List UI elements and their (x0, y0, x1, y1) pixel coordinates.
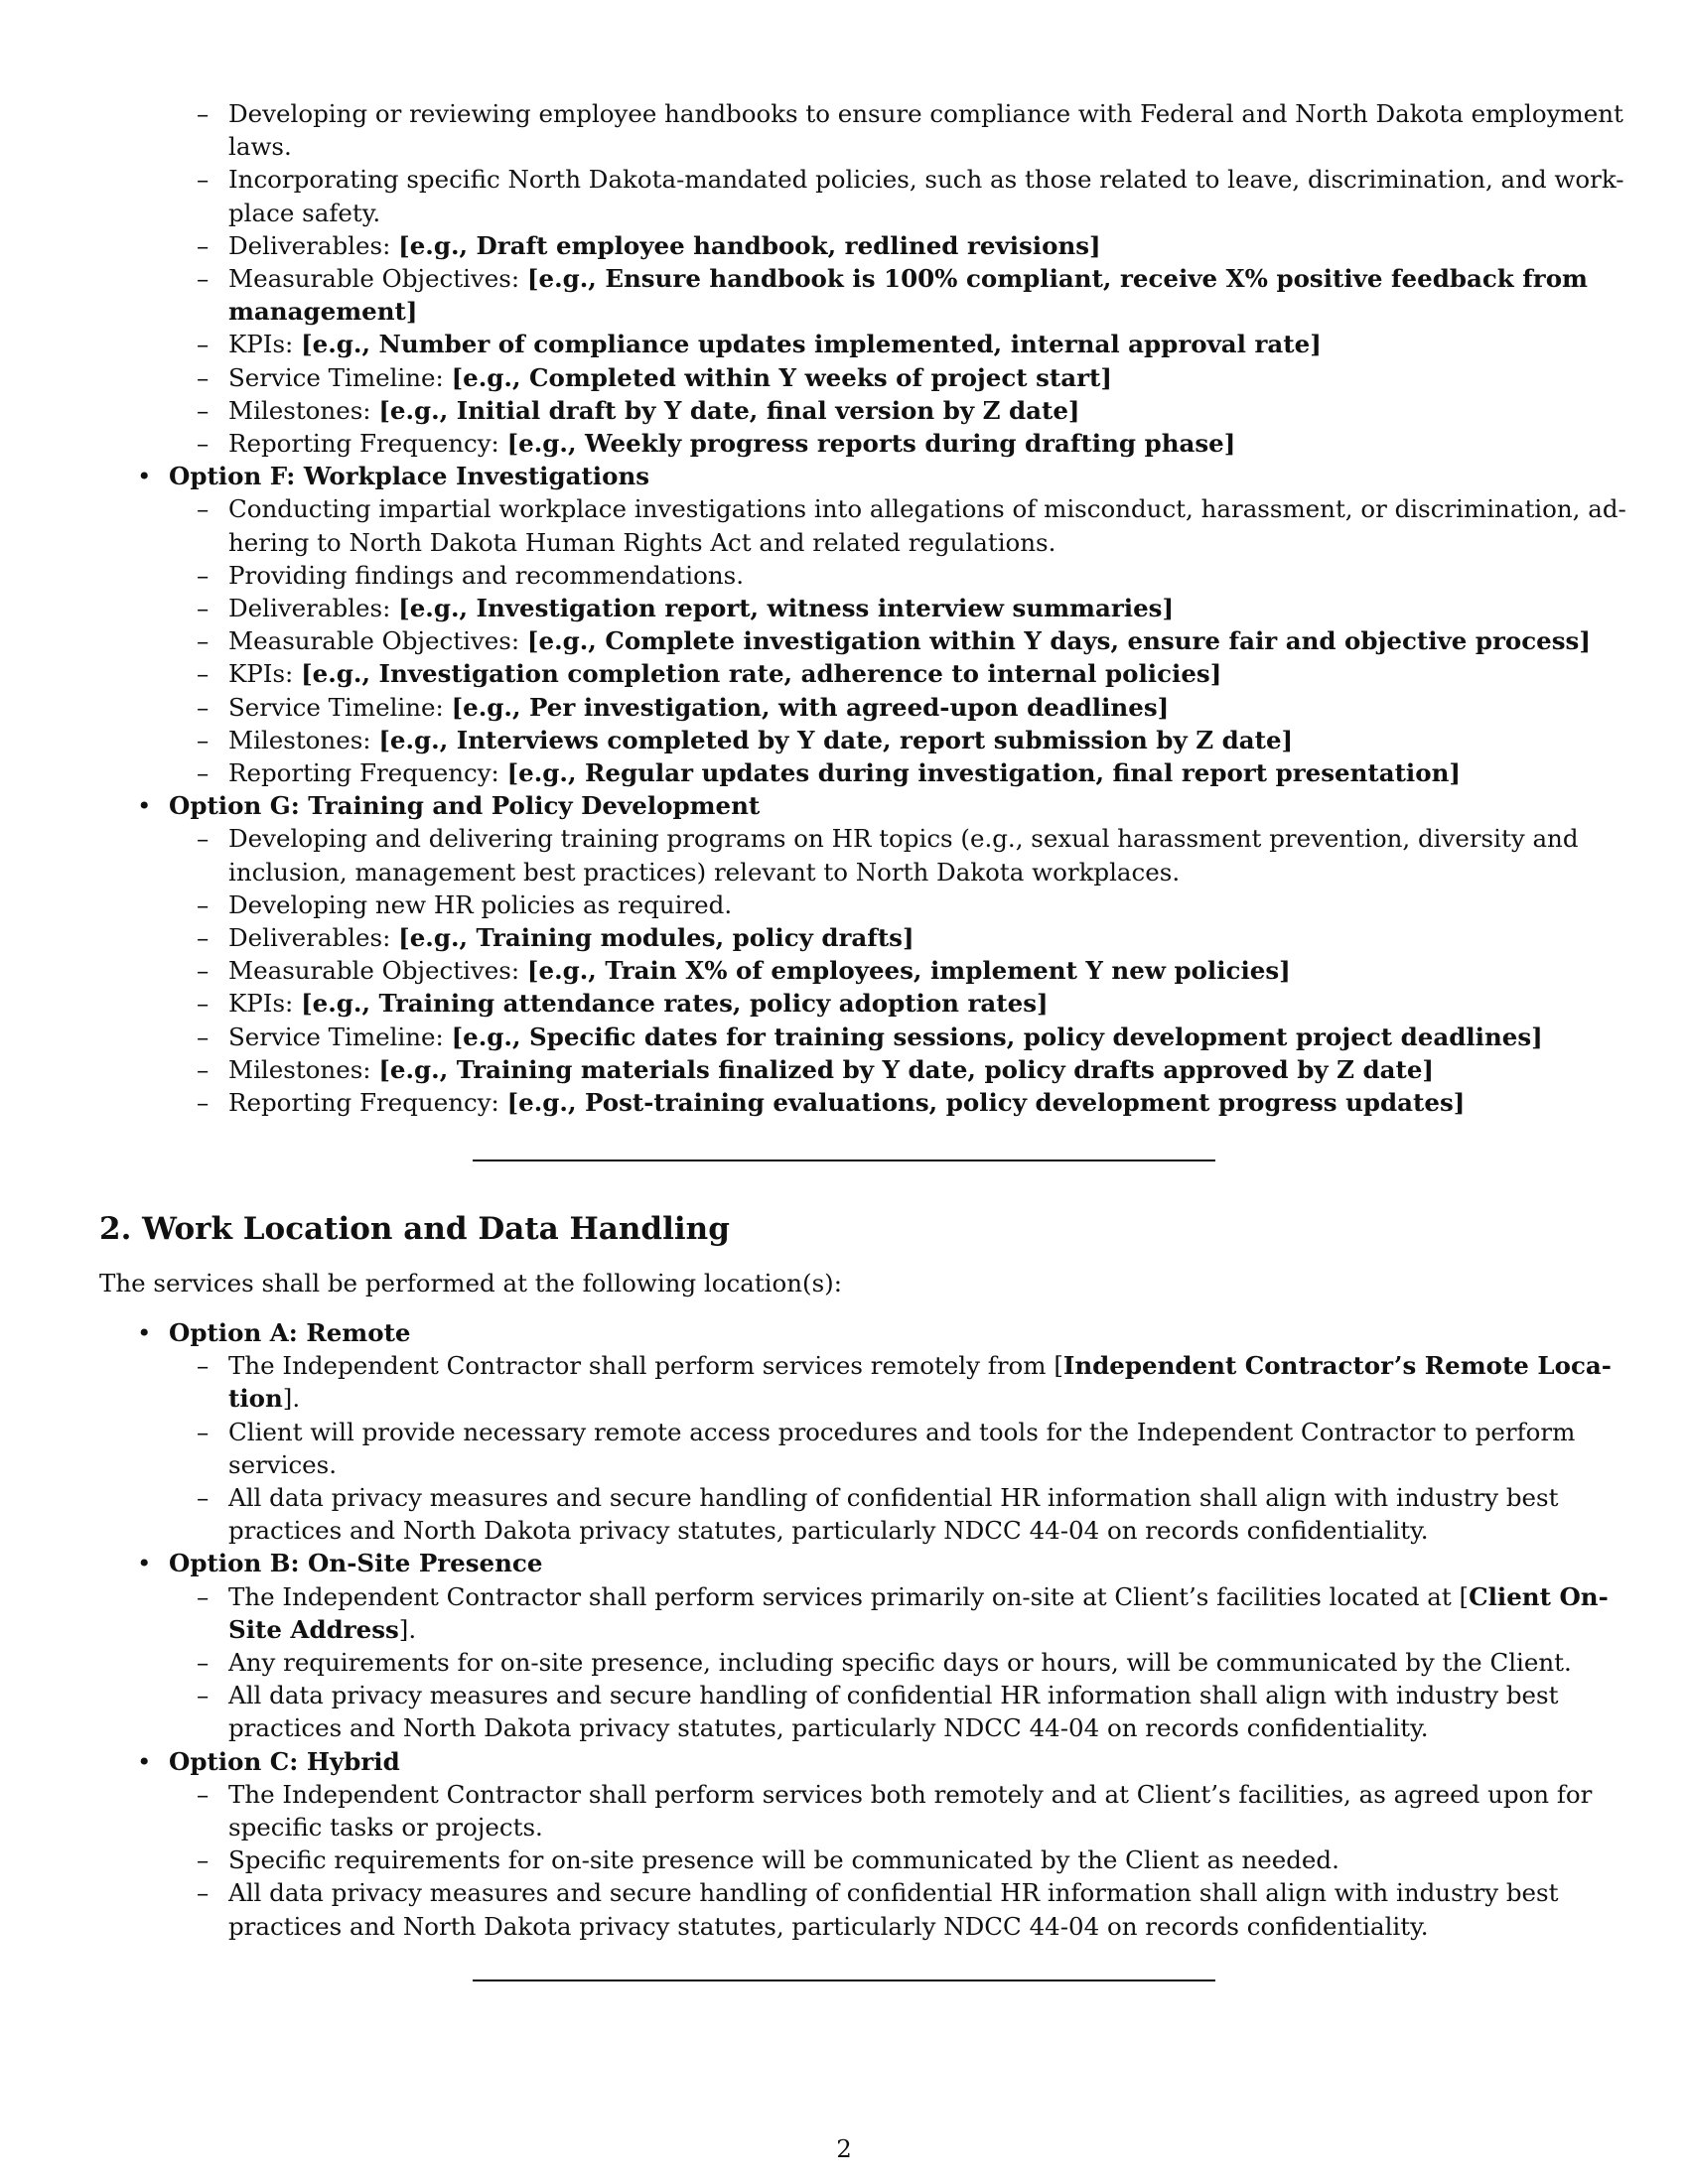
dash-marker: – (197, 594, 210, 623)
text-segment: Deliverables: (228, 923, 399, 953)
dash-marker: – (197, 99, 210, 128)
text-segment: [e.g., Completed within Y weeks of project start] (451, 362, 1112, 392)
text-segment: Developing new HR policies as required. (228, 889, 733, 919)
text-segment: [e.g., Number of compliance updates implemented, internal approval rate] (301, 330, 1322, 359)
section-heading: 2. Work Location and Data Handling (99, 1211, 730, 1247)
dash-item (99, 592, 1589, 624)
text-segment: [e.g., Complete investigation within Y days, ensure fair and objective process] (526, 626, 1591, 656)
option-g-list (99, 789, 1589, 1119)
text-segment: services. (228, 1449, 338, 1479)
text-segment: [e.g., Interviews completed by Y date, report submission by Z date] (378, 725, 1294, 754)
dash-item (99, 1086, 1589, 1119)
text-segment: [e.g., Investigation completion rate, adherence to internal policies] (301, 659, 1222, 689)
text-segment: All data privacy measures and secure handling of confidential HR information shall align with industry best (228, 1681, 1559, 1710)
section2-body (99, 1316, 1612, 1943)
dash-item (99, 1021, 1589, 1053)
text-segment: [e.g., Regular updates during investigation, final report presentation] (506, 758, 1461, 788)
dash-marker: – (197, 1581, 210, 1611)
line-continuation (99, 1382, 1589, 1415)
text-segment: Conducting impartial workplace investigations into allegations of misconduct, harassment, or discrimination, ad- (228, 494, 1626, 524)
dash-marker: – (197, 230, 210, 260)
text-segment: [e.g., Weekly progress reports during drafting phase] (506, 429, 1236, 459)
line-continuation (99, 1811, 1589, 1843)
text-segment: Option F: Workplace Investigations (169, 462, 650, 491)
line-continuation (99, 1910, 1589, 1943)
text-segment: The Independent Contractor shall perform services remotely from (228, 1351, 1055, 1381)
text-segment: Incorporating specific North Dakota-mandated policies, such as those related to leave, discrimination, and work- (228, 165, 1624, 195)
text-segment: Service Timeline: (228, 1022, 452, 1051)
dash-item (99, 1349, 1612, 1382)
text-segment: Service Timeline: (228, 692, 452, 722)
text-segment: [e.g., Draft employee handbook, redlined revisions] (398, 230, 1101, 260)
bullet-marker: • (137, 791, 152, 821)
text-segment: [e.g., Investigation report, witness interview summaries] (398, 594, 1175, 623)
text-segment: [e.g., Ensure handbook is 100% compliant, receive X% positive feedback from (526, 264, 1588, 294)
dash-item (99, 559, 1589, 592)
text-segment: Client will provide necessary remote access procedures and tools for the Independent Contractor to perform (228, 1417, 1576, 1446)
text-segment: [e.g., Post-training evaluations, policy development progress updates] (506, 1088, 1466, 1118)
dash-marker: – (197, 659, 210, 689)
dash-marker: – (197, 1088, 210, 1118)
text-segment: Option A: Remote (169, 1318, 411, 1347)
bullet-marker: • (137, 1549, 152, 1578)
text-segment: Independent Contractor’s Remote Loca- (1062, 1351, 1612, 1381)
dash-item (99, 229, 1589, 262)
dash-item (99, 921, 1589, 954)
text-segment: Site Address (228, 1614, 399, 1644)
text-segment: Reporting Frequency: (228, 429, 507, 459)
dash-marker: – (197, 758, 210, 788)
text-segment: Service Timeline: (228, 362, 452, 392)
dash-item (99, 1580, 1609, 1613)
dash-marker: – (197, 989, 210, 1019)
line-continuation (99, 130, 1589, 163)
line-continuation (99, 295, 1589, 328)
text-segment: Reporting Frequency: (228, 1088, 507, 1118)
dash-item (99, 1481, 1589, 1514)
option-f-list (99, 460, 1626, 789)
dash-marker: – (197, 824, 210, 854)
section-intro: The services shall be performed at the following location(s): (99, 1269, 842, 1297)
horizontal-rule (473, 1160, 1215, 1161)
text-segment: Milestones: (228, 725, 379, 754)
dash-item (99, 1876, 1589, 1909)
text-segment: KPIs: (228, 330, 302, 359)
text-segment: [ (1054, 1351, 1063, 1381)
text-segment: tion (228, 1384, 283, 1414)
text-segment: KPIs: (228, 989, 302, 1019)
dash-item (99, 954, 1589, 987)
dash-marker: – (197, 429, 210, 459)
text-segment: Developing and delivering training programs on HR topics (e.g., sexual harassment prevention, diversity and (228, 824, 1579, 854)
text-segment: management] (228, 297, 418, 327)
dash-marker: – (197, 1483, 210, 1513)
text-segment: Measurable Objectives: (228, 264, 527, 294)
dash-marker: – (197, 1681, 210, 1710)
text-segment: [e.g., Specific dates for training sessions, policy development project deadlines] (451, 1022, 1543, 1051)
dash-item (99, 492, 1626, 525)
bullet-item (99, 1745, 1589, 1778)
dash-marker: – (197, 1648, 210, 1678)
text-segment: place safety. (228, 198, 381, 227)
dash-marker: – (197, 692, 210, 722)
option-e-list (99, 97, 1624, 460)
line-continuation (99, 197, 1589, 229)
text-segment: laws. (228, 132, 292, 162)
dash-marker: – (197, 1417, 210, 1446)
section1-continued (99, 97, 1626, 1119)
bullet-marker: • (137, 1318, 152, 1347)
text-segment: Milestones: (228, 1054, 379, 1084)
text-segment: Option B: On-Site Presence (169, 1549, 543, 1578)
text-segment: [e.g., Per investigation, with agreed-upon deadlines] (451, 692, 1170, 722)
bullet-item (99, 789, 1589, 822)
bullet-marker: • (137, 1746, 152, 1776)
dash-marker: – (197, 1054, 210, 1084)
line-continuation (99, 526, 1589, 559)
dash-marker: – (197, 1022, 210, 1051)
bullet-item (99, 1316, 1589, 1349)
dash-marker: – (197, 494, 210, 524)
text-segment: ]. (398, 1614, 417, 1644)
line-continuation (99, 1514, 1589, 1547)
dash-item (99, 394, 1589, 427)
dash-item (99, 987, 1589, 1020)
dash-marker: – (197, 923, 210, 953)
dash-item (99, 888, 1589, 921)
dash-item (99, 1778, 1593, 1811)
text-segment: Any requirements for on-site presence, including specific days or hours, will be communicated by the Client. (228, 1648, 1572, 1678)
dash-item (99, 1646, 1589, 1679)
text-segment: Deliverables: (228, 230, 399, 260)
dash-item (99, 624, 1589, 657)
text-segment: ]. (282, 1384, 301, 1414)
text-segment: Measurable Objectives: (228, 626, 527, 656)
dash-marker: – (197, 362, 210, 392)
text-segment: Reporting Frequency: (228, 758, 507, 788)
text-segment: [e.g., Training materials finalized by Y date, policy drafts approved by Z date] (378, 1054, 1435, 1084)
dash-marker: – (197, 165, 210, 195)
dash-marker: – (197, 1878, 210, 1908)
dash-marker: – (197, 330, 210, 359)
line-continuation (99, 1711, 1589, 1744)
dash-marker: – (197, 560, 210, 590)
dash-item (99, 427, 1589, 460)
dash-item (99, 328, 1589, 360)
text-segment: Developing or reviewing employee handbooks to ensure compliance with Federal and North Dakota employment (228, 99, 1623, 128)
line-continuation (99, 856, 1589, 888)
dash-item (99, 97, 1623, 130)
horizontal-rule-2 (473, 1979, 1215, 1981)
dash-marker: – (197, 1845, 210, 1875)
text-segment: practices and North Dakota privacy statutes, particularly NDCC 44-04 on records confidentiality. (228, 1516, 1429, 1546)
dash-marker: – (197, 264, 210, 294)
text-segment: [e.g., Training attendance rates, policy adoption rates] (301, 989, 1049, 1019)
text-segment: All data privacy measures and secure handling of confidential HR information shall align with industry best (228, 1878, 1559, 1908)
dash-marker: – (197, 395, 210, 425)
dash-marker: – (197, 1779, 210, 1809)
text-segment: Providing findings and recommendations. (228, 560, 744, 590)
text-segment: practices and North Dakota privacy statutes, particularly NDCC 44-04 on records confidentiality. (228, 1713, 1429, 1743)
dash-marker: – (197, 626, 210, 656)
dash-marker: – (197, 725, 210, 754)
text-segment: specific tasks or projects. (228, 1813, 543, 1843)
text-segment: The Independent Contractor shall perform services primarily on-site at Client’s facilities located at (228, 1581, 1460, 1611)
bullet-item (99, 1547, 1589, 1579)
dash-item (99, 163, 1624, 196)
dash-item (99, 657, 1589, 690)
text-segment: Deliverables: (228, 594, 399, 623)
text-segment: All data privacy measures and secure handling of confidential HR information shall align with industry best (228, 1483, 1559, 1513)
dash-item (99, 691, 1589, 724)
text-segment: Option G: Training and Policy Development (169, 791, 761, 821)
text-segment: [e.g., Initial draft by Y date, final version by Z date] (378, 395, 1080, 425)
text-segment: [e.g., Train X% of employees, implement Y new policies] (526, 956, 1291, 986)
dash-item (99, 262, 1589, 295)
text-segment: KPIs: (228, 659, 302, 689)
dash-marker: – (197, 956, 210, 986)
dash-item (99, 1053, 1589, 1086)
text-segment: hering to North Dakota Human Rights Act and related regulations. (228, 527, 1056, 557)
dash-item (99, 1843, 1589, 1876)
page-number: 2 (836, 2134, 852, 2163)
dash-item (99, 822, 1589, 855)
dash-item (99, 756, 1589, 789)
dash-marker: – (197, 1351, 210, 1381)
dash-item (99, 361, 1589, 394)
line-continuation (99, 1448, 1589, 1481)
dash-item (99, 1416, 1589, 1448)
text-segment: Measurable Objectives: (228, 956, 527, 986)
text-segment: Specific requirements for on-site presence will be communicated by the Client as needed. (228, 1845, 1339, 1875)
text-segment: The Independent Contractor shall perform services both remotely and at Client’s facilities, as agreed upon for (228, 1779, 1593, 1809)
dash-marker: – (197, 889, 210, 919)
text-segment: Milestones: (228, 395, 379, 425)
line-continuation (99, 1613, 1589, 1646)
text-segment: practices and North Dakota privacy statutes, particularly NDCC 44-04 on records confidentiality. (228, 1911, 1429, 1941)
text-segment: [e.g., Training modules, policy drafts] (398, 923, 914, 953)
bullet-marker: • (137, 462, 152, 491)
dash-item (99, 724, 1589, 756)
text-segment: inclusion, management best practices) relevant to North Dakota workplaces. (228, 857, 1181, 887)
text-segment: Client On- (1469, 1581, 1609, 1611)
text-segment: Option C: Hybrid (169, 1746, 400, 1776)
dash-item (99, 1679, 1589, 1711)
bullet-item (99, 460, 1589, 492)
location-options-list (99, 1316, 1612, 1943)
text-segment: [ (1459, 1581, 1470, 1611)
